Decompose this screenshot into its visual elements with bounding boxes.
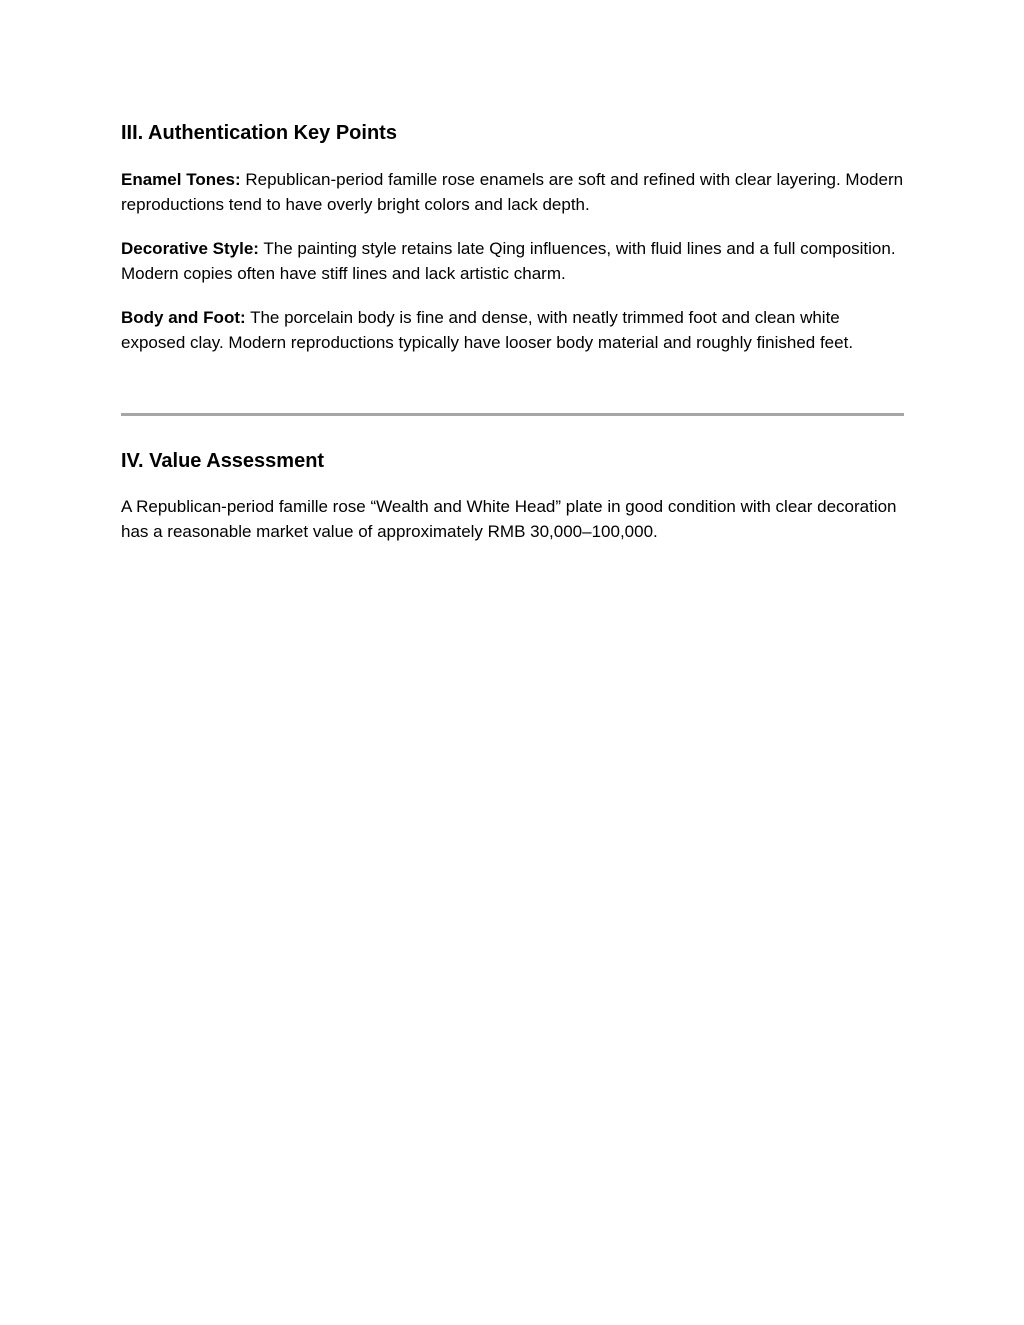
point-label: Enamel Tones: <box>121 170 241 189</box>
point-enamel-tones <box>121 168 904 217</box>
value-assessment-text: A Republican-period famille rose “Wealth and White Head” plate in good condition with clear decoration has a reasonable market value of approximately RMB 30,000–100,000. <box>121 497 897 541</box>
point-text: The porcelain body is fine and dense, with neatly trimmed foot and clean white exposed clay. Modern reproductions typically have looser body material and roughly finished feet. <box>121 308 854 352</box>
section-divider <box>121 413 904 416</box>
point-label: Body and Foot: <box>121 308 246 327</box>
section-title-authentication: III. Authentication Key Points <box>121 122 397 144</box>
point-label: Decorative Style: <box>121 239 259 258</box>
point-decorative-style <box>121 237 904 286</box>
point-text: Republican-period famille rose enamels are soft and refined with clear layering. Modern reproductions tend to have overly bright colors and lack depth. <box>121 170 904 214</box>
point-body-and-foot <box>121 306 904 355</box>
point-text: The painting style retains late Qing influences, with fluid lines and a full composition. Modern copies often have stiff lines and lack artistic charm. <box>121 239 896 283</box>
section-title-value-assessment: IV. Value Assessment <box>121 450 325 472</box>
